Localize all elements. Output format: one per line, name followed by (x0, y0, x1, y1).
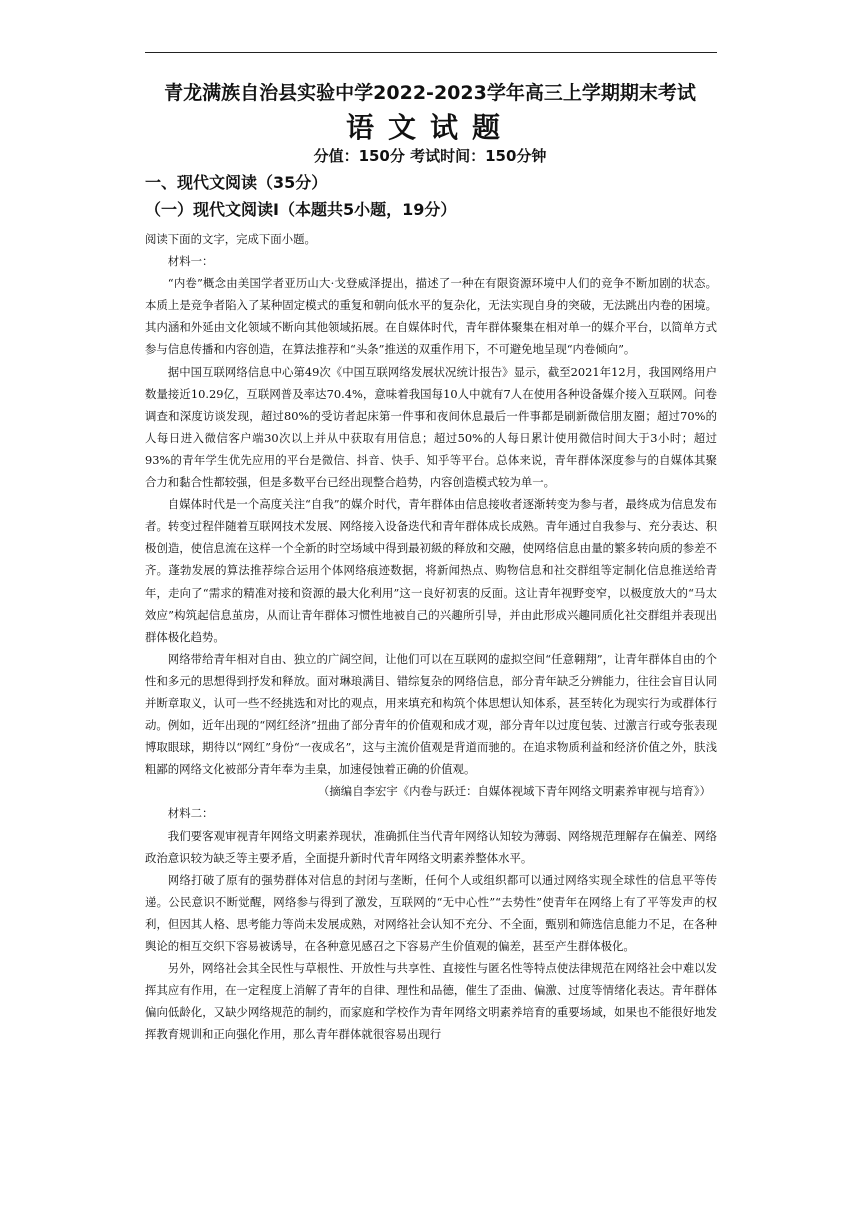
paragraph: 另外，网络社会其全民性与草根性、开放性与共享性、直接性与匿名性等特点使法律规范在网络社会中难以发挥其应有作用，在一定程度上消解了青年的自律、理性和品德，催生了歪曲、偏激、过度等情绪化表达。青年群体偏向低龄化，又缺少网络规范的制约，而家庭和学校作为青年网络文明素养培育的重要场域，如果也不能很好地发挥教育规训和正向强化作用，那么青年群体就很容易出现行 (145, 961, 717, 1042)
paragraph: “内卷”概念由美国学者亚历山大·戈登威泽提出，描述了一种在有限资源环境中人们的竞争不断加剧的状态。本质上是竞争者陷入了某种固定模式的重复和朝向低水平的复杂化，无法实现自身的突破，无法跳出内卷的困境。其内涵和外延由文化领域不断向其他领域拓展。在自媒体时代，青年群体聚集在相对单一的媒介平台，以简单方式参与信息传播和内容创造，在算法推荐和“头条”推送的双重作用下，不可避免地呈现“内卷倾向”。 (145, 276, 717, 357)
instruction-text: 阅读下面的文字，完成下面小题。 (145, 232, 316, 246)
paragraph: 据中国互联网络信息中心第49次《中国互联网络发展状况统计报告》显示，截至2021年12月，我国网络用户数量接近10.29亿，互联网普及率达70.4%，意味着我国每10人中就有7人在使用各种设备媒介接入互联网。问卷调查和深度访谈发现，超过80%的受访者起床第一件事和夜间休息最后一件事都是刷新微信朋友圈；超过70%的人每日进入微信客户端30次以上并从中获取有用信息；超过50%的人每日累计使用微信时间大于3小时；超过93%的青年学生优先应用的平台是微信、抖音、快手、知乎等平台。总体来说，青年群体深度参与的自媒体其聚合力和黏合性都较强，但是多数平台已经出现整合趋势，内容创造模式较为单一。 (145, 364, 717, 490)
paragraph: 网络打破了原有的强势群体对信息的封闭与垄断，任何个人或组织都可以通过网络实现全球性的信息平等传递。公民意识不断觉醒，网络参与得到了激发，互联网的“无中心性”“去势性”使青年在网络上有了平等发声的权利，但因其人格、思考能力等尚未发展成熟，对网络社会认知不充分、不全面，甄别和筛选信息能力不足，在各种舆论的相互交织下容易被诱导，在各种意见感召之下容易产生价值观的偏差，甚至产生群体极化。 (145, 872, 717, 953)
paragraph: 自媒体时代是一个高度关注“自我”的媒介时代，青年群体由信息接收者逐渐转变为参与者，最终成为信息发布者。转变过程伴随着互联网技术发展、网络接入设备迭代和青年群体成长成熟。青年通过自我参与、充分表达、积极创造，使信息流在这样一个全新的时空场域中得到最初級的释放和交融，使网络信息由量的繁多转向质的参差不齐。蓬勃发展的算法推荐综合运用个体网络痕迹数据，将新闻热点、购物信息和社交群组等定制化信息推送给青年，走向了“需求的精准对接和资源的最大化利用”这一良好初衷的反面。这让青年视野变窄，以极度放大的“马太效应”构筑起信息茧房，从而让青年群体习惯性地被自己的兴趣所引导，并由此形成兴趣同质化社交群组并表现出群体极化趋势。 (145, 497, 717, 644)
subject-title: 语文试题 (345, 111, 514, 144)
paragraph: 我们要客观审视青年网络文明素养现状，准确抓住当代青年网络认知较为薄弱、网络规范理解存在偏差、网络政治意识较为缺乏等主要矛盾，全面提升新时代青年网络文明素养整体水平。 (145, 828, 717, 865)
section-heading-part1-1: （一）现代文阅读Ⅰ（本题共5小题，19分） (145, 200, 457, 219)
paragraph: 网络带给青年相对自由、独立的广阔空间，让他们可以在互联网的虚拟空间“任意翱翔”，让青年群体自由的个性和多元的思想得到抒发和释放。面对琳琅满目、错综复杂的网络信息，部分青年缺乏分辨能力，往往会盲目认同并断章取义，认可一些不经挑选和对比的观点，用来填充和构筑个体思想认知体系，甚至转化为现实行为或群体行动。例如，近年出现的“网红经济”扭曲了部分青年的价值观和成才观，部分青年以过度包装、过激言行或夸张表现博取眼球，期待以“网红”身份“一夜成名”，这与主流价值观是背道而驰的。在追求物质利益和经济价值之外，肤浅粗鄙的网络文化被部分青年奉为圭臬，加速侵蚀着正确的价值观。 (145, 651, 717, 777)
material2-label: 材料二： (167, 806, 214, 821)
material1-label: 材料一： (167, 254, 214, 269)
source-citation: （摘编自李宏宇《内卷与跃迁：自媒体视域下青年网络文明素养审视与培育》） (318, 784, 711, 799)
reading-passage (145, 228, 717, 1045)
exam-meta: 分值：150分 考试时间：150分钟 (313, 147, 547, 165)
section-heading-part1: 一、现代文阅读（35分） (145, 173, 328, 192)
school-exam-title: 青龙满族自治县实验中学2022-2023学年高三上学期期末考试 (164, 82, 696, 104)
header-rule (145, 52, 717, 53)
